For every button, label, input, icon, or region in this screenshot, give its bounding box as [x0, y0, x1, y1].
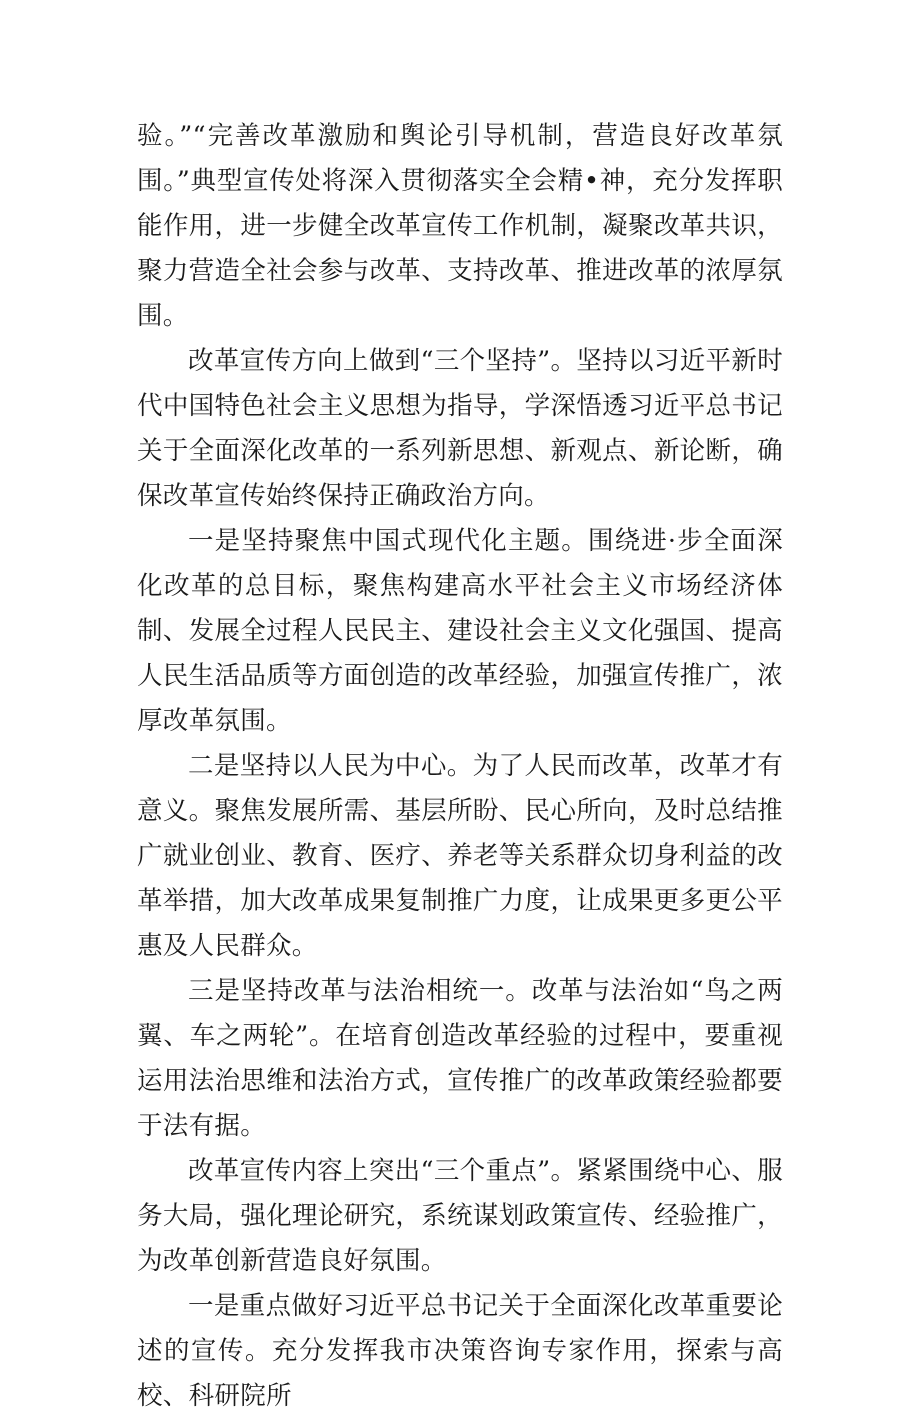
- paragraph-4: 二是坚持以人民为中心。为了人民而改革，改革才有意义。聚焦发展所需、基层所盼、民心所向，及时总结推广就业创业、教育、医疗、养老等关系群众切身利益的改革举措，加大改革成果复制推广力度，让成果更多更公平惠及人民群众。: [137, 751, 783, 961]
- document-body: [137, 114, 783, 1419]
- paragraph-2: 改革宣传方向上做到“三个坚持”。坚持以习近平新时代中国特色社会主义思想为指导，学深悟透习近平总书记关于全面深化改革的一系列新思想、新观点、新论断，确保改革宣传始终保持正确政治方向。: [137, 346, 783, 511]
- paragraph-6: 改革宣传内容上突出“三个重点”。紧紧围绕中心、服务大局，强化理论研究，系统谋划政策宣传、经验推广，为改革创新营造良好氛围。: [137, 1156, 783, 1276]
- paragraph-7: 一是重点做好习近平总书记关于全面深化改革重要论述的宣传。充分发挥我市决策咨询专家作用，探索与高校、科研院所: [137, 1291, 783, 1411]
- paragraph-3: 一是坚持聚焦中国式现代化主题。围绕进·步全面深化改革的总目标，聚焦构建高水平社会主义市场经济体制、发展全过程人民民主、建设社会主义文化强国、提高人民生活品质等方面创造的改革经验，加强宣传推广，浓厚改革氛围。: [137, 526, 783, 736]
- paragraph-5: 三是坚持改革与法治相统一。改革与法治如“鸟之两翼、车之两轮”。在培育创造改革经验的过程中，要重视运用法治思维和法治方式，宣传推广的改革政策经验都要于法有据。: [137, 976, 783, 1141]
- paragraph-1: 验。”“完善改革激励和舆论引导机制，营造良好改革氛围。”典型宣传处将深入贯彻落实全会精•神，充分发挥职能作用，进一步健全改革宣传工作机制，凝聚改革共识，聚力营造全社会参与改革、支持改革、推进改革的浓厚氛围。: [137, 121, 783, 331]
